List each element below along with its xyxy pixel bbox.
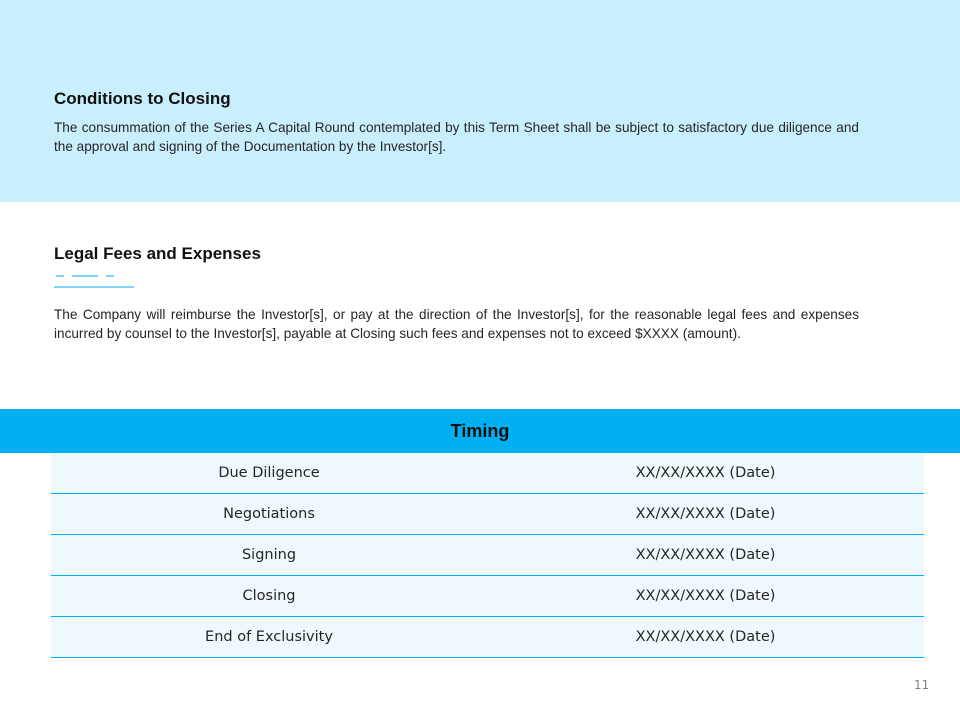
timing-header (0, 409, 960, 453)
timing-table (51, 453, 924, 658)
date-cell: XX/XX/XXXX (Date) (635, 547, 776, 563)
page-number: 11 (914, 678, 930, 692)
legal-fees-body: The Company will reimburse the Investor[s], or pay at the direction of the Investor[s], for the reasonable legal fees and expenses incurred by counsel to the Investor[s], payable at Closing such fees and expenses not to exceed $XXXX (amount). (54, 307, 859, 341)
conditions-body: The consummation of the Series A Capital Round contemplated by this Term Sheet shall be subject to satisfactory due diligence and the approval and signing of the Documentation by the Investor[s]. (54, 120, 859, 154)
table-row (51, 576, 924, 617)
date-cell: XX/XX/XXXX (Date) (635, 588, 776, 604)
date-cell: XX/XX/XXXX (Date) (635, 506, 776, 522)
event-cell: Due Diligence (218, 465, 320, 481)
date-cell: XX/XX/XXXX (Date) (635, 465, 776, 481)
event-cell: Signing (241, 547, 297, 563)
event-cell: End of Exclusivity (205, 629, 333, 645)
table-row (51, 453, 924, 494)
table-row (51, 494, 924, 535)
conditions-title: Conditions to Closing (54, 89, 231, 108)
legal-fees-title: Legal Fees and Expenses (54, 244, 261, 263)
event-cell: Closing (242, 588, 296, 604)
table-row (51, 617, 924, 658)
date-cell: XX/XX/XXXX (Date) (635, 629, 776, 645)
timing-title: Timing (450, 420, 510, 441)
title-underline-decoration (54, 273, 134, 289)
table-row (51, 535, 924, 576)
event-cell: Negotiations (223, 506, 315, 522)
